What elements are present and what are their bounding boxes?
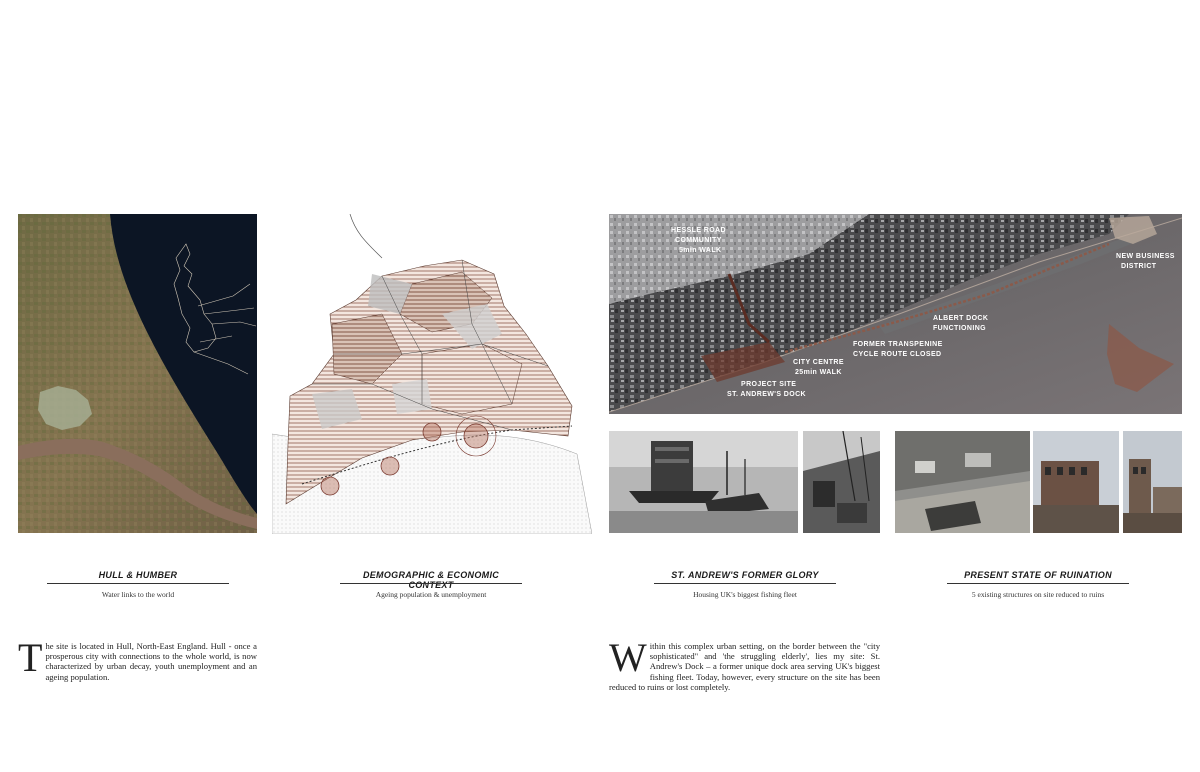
intro-body-text: he site is located in Hull, North-East England. Hull - once a prosperous city with connections to the whole world, is now characterized by urban decay, youth unemployment and an ageing population. (45, 641, 257, 682)
former-glory-rule (654, 583, 836, 584)
intro-drop-cap: T (18, 635, 43, 680)
label-new-business: NEW BUSINESS (1116, 253, 1175, 260)
demographic-map-image (272, 214, 592, 534)
former-glory-title: ST. ANDREW'S FORMER GLORY (671, 570, 819, 580)
hull-humber-title: HULL & HUMBER (98, 570, 178, 580)
label-st-andrews-dock: ST. ANDREW'S DOCK (727, 391, 806, 398)
demographic-subtitle: Ageing population & unemployment (375, 590, 487, 599)
label-albert-dock: ALBERT DOCK (933, 315, 989, 322)
hull-humber-rule (47, 583, 229, 584)
ruined-building-photo (1033, 431, 1119, 533)
intro-paragraph (18, 635, 257, 682)
demographic-rule (340, 583, 522, 584)
historic-dock-photo (609, 431, 798, 533)
ruination-title: PRESENT STATE OF RUINATION (964, 570, 1112, 580)
ruination-subtitle: 5 existing structures on site reduced to ruins (971, 590, 1105, 599)
former-glory-subtitle: Housing UK's biggest fishing fleet (693, 590, 797, 599)
label-city-walk: 25min WALK (795, 369, 842, 376)
site-paragraph (609, 635, 880, 692)
label-cycle-route: CYCLE ROUTE CLOSED (853, 351, 942, 358)
site-drop-cap: W (609, 635, 647, 680)
fishing-boat-photo (803, 431, 880, 533)
hull-humber-subtitle: Water links to the world (101, 590, 175, 599)
ruined-tower-photo (1123, 431, 1182, 533)
label-project-site: PROJECT SITE (741, 381, 797, 388)
label-former-transpenine: FORMER TRANSPENINE (853, 341, 943, 348)
label-community: COMMUNITY (675, 237, 722, 244)
demographic-title: DEMOGRAPHIC & ECONOMIC CONTEXT (362, 570, 500, 590)
label-hessle-road: HESSLE ROAD (671, 227, 726, 234)
site-body-text: ithin this complex urban setting, on the border between the "city sophisticated" and 'the struggling elderly', lies my site: St. Andrew's Dock – a former unique dock area serving UK's biggest fishing fleet. Today, however, every structure on the site has been reduced to ruins or lost completely. (609, 641, 880, 692)
site-ruins-aerial-photo (895, 431, 1030, 533)
ruination-rule (947, 583, 1129, 584)
label-district: DISTRICT (1121, 263, 1157, 270)
aerial-site-photo (609, 214, 1182, 414)
label-functioning: FUNCTIONING (933, 325, 987, 332)
label-city-centre: CITY CENTRE (793, 359, 844, 366)
hull-humber-satellite-image (18, 214, 257, 533)
label-hessle-walk: 5min WALK (679, 247, 722, 254)
